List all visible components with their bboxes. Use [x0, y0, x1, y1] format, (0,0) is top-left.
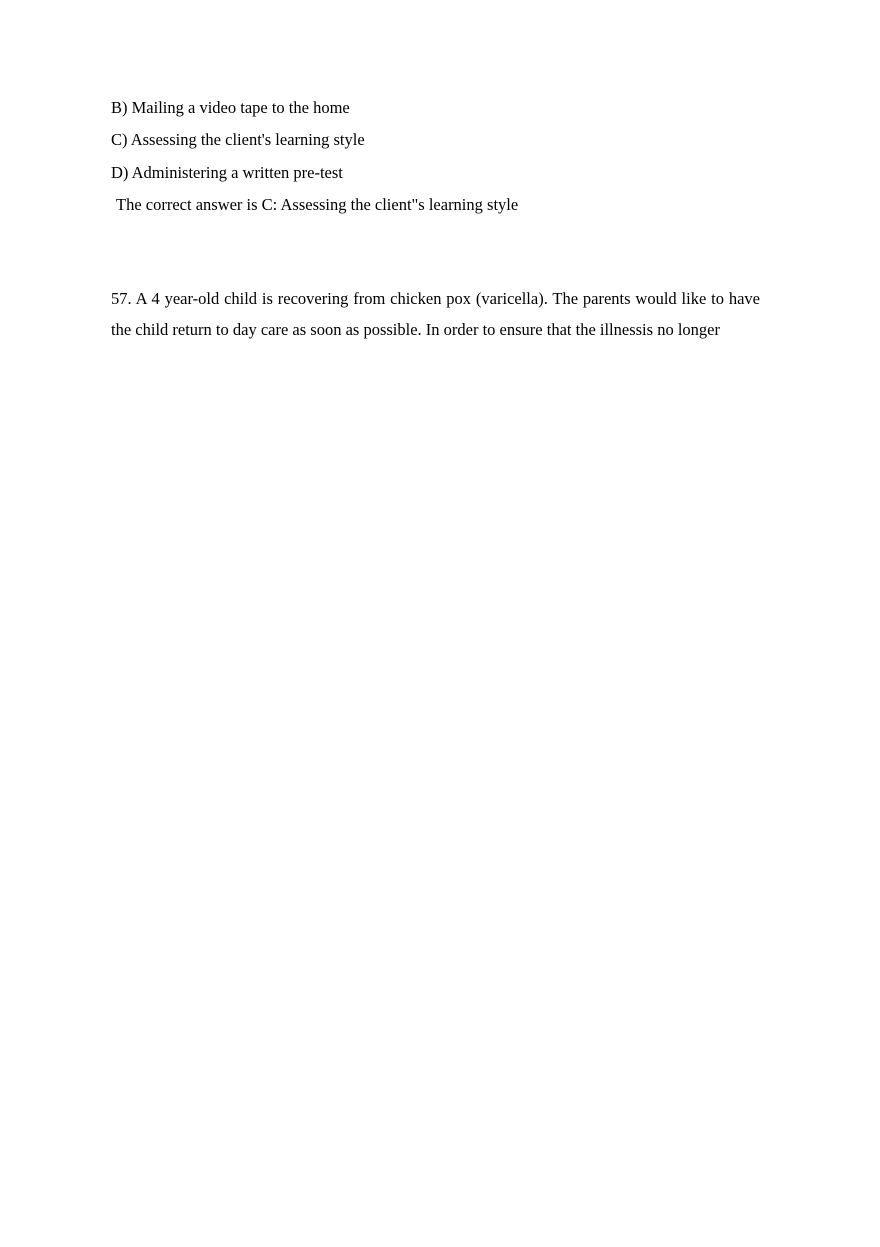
question-57: 57. A 4 year-old child is recovering from chicken pox (varicella). The parents would like to have the child return to day care as soon as possible. In order to ensure that the illnessis no longer	[111, 289, 760, 339]
option-c: C) Assessing the client's learning style	[111, 130, 365, 149]
option-d: D) Administering a written pre-test	[111, 163, 343, 182]
option-b: B) Mailing a video tape to the home	[111, 98, 350, 117]
correct-answer: The correct answer is C: Assessing the client"s learning style	[116, 195, 519, 214]
